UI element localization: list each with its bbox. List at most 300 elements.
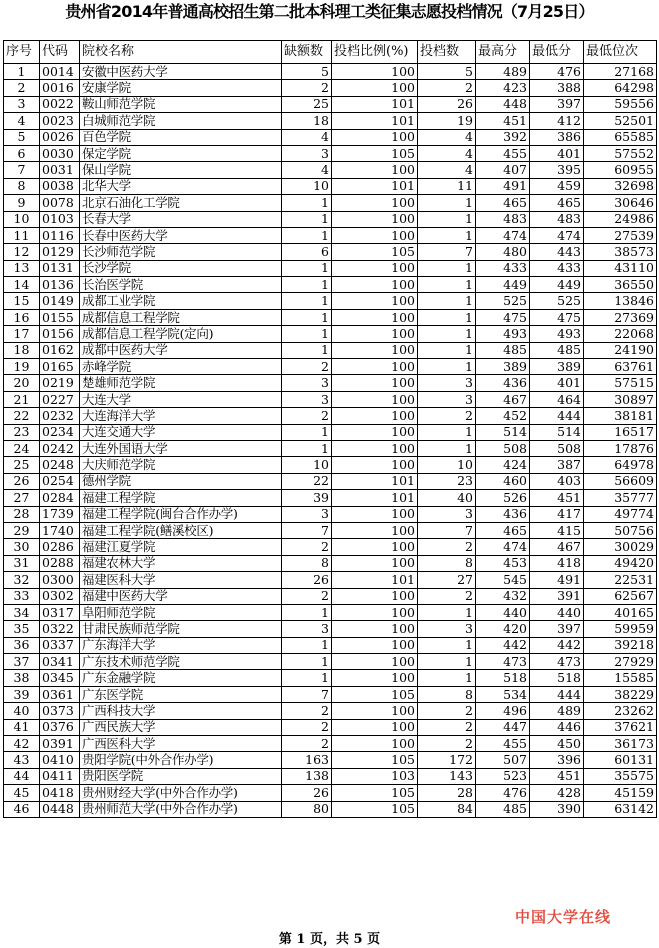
cell-school-name: 成都工业学院 <box>80 293 282 309</box>
cell-school-name: 甘肃民族师范学院 <box>80 621 282 637</box>
cell-seq: 41 <box>4 719 40 735</box>
cell-school-name: 福建工程学院(鳝溪校区) <box>80 522 282 538</box>
cell-school-name: 贵州师范大学(中外合作办学) <box>80 801 282 817</box>
cell-min-score: 493 <box>530 326 584 342</box>
cell-min-score: 417 <box>530 506 584 522</box>
cell-submitted: 27 <box>418 572 476 588</box>
cell-school-name: 贵阳医学院 <box>80 768 282 784</box>
watermark-logo: 中国大学在线 <box>515 908 612 926</box>
table-row <box>4 359 657 375</box>
cell-seq: 13 <box>4 260 40 276</box>
cell-min-score: 473 <box>530 654 584 670</box>
cell-min-rank: 27369 <box>584 309 657 325</box>
cell-max-score: 526 <box>476 490 530 506</box>
cell-code: 0162 <box>40 342 80 358</box>
cell-school-name: 福建工程学院 <box>80 490 282 506</box>
cell-min-score: 525 <box>530 293 584 309</box>
cell-max-score: 449 <box>476 277 530 293</box>
cell-ratio: 100 <box>332 277 418 293</box>
cell-ratio: 100 <box>332 342 418 358</box>
cell-min-score: 389 <box>530 359 584 375</box>
cell-submitted: 172 <box>418 752 476 768</box>
cell-ratio: 100 <box>332 440 418 456</box>
cell-vacancies: 3 <box>282 375 332 391</box>
cell-min-score: 387 <box>530 457 584 473</box>
cell-ratio: 100 <box>332 670 418 686</box>
cell-code: 0418 <box>40 785 80 801</box>
cell-code: 0234 <box>40 424 80 440</box>
table-header-row <box>4 41 657 64</box>
cell-min-score: 476 <box>530 64 584 80</box>
cell-vacancies: 7 <box>282 522 332 538</box>
cell-max-score: 389 <box>476 359 530 375</box>
cell-seq: 1 <box>4 64 40 80</box>
cell-submitted: 2 <box>418 588 476 604</box>
cell-ratio: 103 <box>332 768 418 784</box>
cell-vacancies: 1 <box>282 260 332 276</box>
cell-min-rank: 63142 <box>584 801 657 817</box>
cell-school-name: 白城师范学院 <box>80 113 282 129</box>
cell-vacancies: 1 <box>282 604 332 620</box>
cell-min-rank: 65585 <box>584 129 657 145</box>
cell-vacancies: 1 <box>282 309 332 325</box>
table-row <box>4 64 657 80</box>
cell-school-name: 广东技术师范学院 <box>80 654 282 670</box>
cell-school-name: 贵州财经大学(中外合作办学) <box>80 785 282 801</box>
cell-code: 0254 <box>40 473 80 489</box>
cell-submitted: 143 <box>418 768 476 784</box>
cell-school-name: 赤峰学院 <box>80 359 282 375</box>
cell-school-name: 安康学院 <box>80 80 282 96</box>
cell-ratio: 101 <box>332 490 418 506</box>
cell-min-rank: 40165 <box>584 604 657 620</box>
cell-max-score: 448 <box>476 96 530 112</box>
cell-min-score: 451 <box>530 768 584 784</box>
cell-submitted: 2 <box>418 719 476 735</box>
table-row <box>4 260 657 276</box>
header-code: 代码 <box>40 41 80 64</box>
table-row <box>4 424 657 440</box>
cell-seq: 18 <box>4 342 40 358</box>
header-ratio: 投档比例(%) <box>332 41 418 64</box>
cell-submitted: 26 <box>418 96 476 112</box>
cell-min-rank: 24986 <box>584 211 657 227</box>
table-row <box>4 604 657 620</box>
cell-max-score: 407 <box>476 162 530 178</box>
cell-min-score: 444 <box>530 686 584 702</box>
cell-code: 0155 <box>40 309 80 325</box>
cell-school-name: 鞍山师范学院 <box>80 96 282 112</box>
cell-min-rank: 22531 <box>584 572 657 588</box>
cell-min-score: 440 <box>530 604 584 620</box>
cell-submitted: 1 <box>418 293 476 309</box>
cell-seq: 44 <box>4 768 40 784</box>
cell-ratio: 100 <box>332 326 418 342</box>
cell-ratio: 100 <box>332 736 418 752</box>
cell-min-score: 395 <box>530 162 584 178</box>
cell-seq: 8 <box>4 178 40 194</box>
cell-seq: 43 <box>4 752 40 768</box>
cell-school-name: 福建农林大学 <box>80 555 282 571</box>
cell-ratio: 100 <box>332 555 418 571</box>
cell-school-name: 安徽中医药大学 <box>80 64 282 80</box>
cell-submitted: 1 <box>418 424 476 440</box>
cell-min-rank: 27929 <box>584 654 657 670</box>
cell-min-score: 474 <box>530 227 584 243</box>
cell-ratio: 100 <box>332 195 418 211</box>
cell-max-score: 455 <box>476 736 530 752</box>
cell-seq: 12 <box>4 244 40 260</box>
cell-max-score: 474 <box>476 227 530 243</box>
table-row <box>4 555 657 571</box>
cell-ratio: 100 <box>332 457 418 473</box>
cell-max-score: 483 <box>476 211 530 227</box>
cell-code: 0248 <box>40 457 80 473</box>
table-row <box>4 670 657 686</box>
cell-submitted: 11 <box>418 178 476 194</box>
cell-vacancies: 2 <box>282 539 332 555</box>
cell-submitted: 7 <box>418 522 476 538</box>
cell-code: 0376 <box>40 719 80 735</box>
cell-code: 0227 <box>40 391 80 407</box>
cell-max-score: 514 <box>476 424 530 440</box>
cell-school-name: 保山学院 <box>80 162 282 178</box>
cell-code: 0022 <box>40 96 80 112</box>
cell-code: 0149 <box>40 293 80 309</box>
cell-vacancies: 10 <box>282 457 332 473</box>
cell-max-score: 436 <box>476 506 530 522</box>
cell-school-name: 广西民族大学 <box>80 719 282 735</box>
cell-ratio: 100 <box>332 129 418 145</box>
table-row <box>4 539 657 555</box>
cell-seq: 10 <box>4 211 40 227</box>
table-row <box>4 621 657 637</box>
cell-min-rank: 38181 <box>584 408 657 424</box>
cell-max-score: 392 <box>476 129 530 145</box>
cell-submitted: 23 <box>418 473 476 489</box>
cell-code: 0016 <box>40 80 80 96</box>
cell-min-rank: 13846 <box>584 293 657 309</box>
cell-max-score: 436 <box>476 375 530 391</box>
header-school-name: 院校名称 <box>80 41 282 64</box>
cell-vacancies: 2 <box>282 703 332 719</box>
cell-vacancies: 6 <box>282 244 332 260</box>
cell-vacancies: 80 <box>282 801 332 817</box>
cell-code: 0410 <box>40 752 80 768</box>
cell-min-rank: 16517 <box>584 424 657 440</box>
cell-submitted: 1 <box>418 195 476 211</box>
cell-min-rank: 62567 <box>584 588 657 604</box>
cell-vacancies: 2 <box>282 736 332 752</box>
cell-seq: 23 <box>4 424 40 440</box>
cell-seq: 33 <box>4 588 40 604</box>
cell-seq: 4 <box>4 113 40 129</box>
cell-max-score: 440 <box>476 604 530 620</box>
cell-ratio: 101 <box>332 572 418 588</box>
cell-max-score: 480 <box>476 244 530 260</box>
cell-submitted: 28 <box>418 785 476 801</box>
cell-ratio: 100 <box>332 211 418 227</box>
cell-min-score: 397 <box>530 96 584 112</box>
cell-code: 0156 <box>40 326 80 342</box>
cell-vacancies: 1 <box>282 326 332 342</box>
cell-seq: 16 <box>4 309 40 325</box>
cell-min-rank: 64978 <box>584 457 657 473</box>
cell-code: 0078 <box>40 195 80 211</box>
cell-submitted: 1 <box>418 309 476 325</box>
cell-min-score: 428 <box>530 785 584 801</box>
cell-school-name: 大连海洋大学 <box>80 408 282 424</box>
cell-code: 0014 <box>40 64 80 80</box>
cell-min-rank: 63761 <box>584 359 657 375</box>
cell-max-score: 489 <box>476 64 530 80</box>
cell-vacancies: 4 <box>282 129 332 145</box>
table-row <box>4 80 657 96</box>
cell-min-score: 475 <box>530 309 584 325</box>
table-row <box>4 506 657 522</box>
cell-min-score: 465 <box>530 195 584 211</box>
cell-submitted: 1 <box>418 326 476 342</box>
cell-min-rank: 52501 <box>584 113 657 129</box>
cell-min-score: 508 <box>530 440 584 456</box>
header-min-score: 最低分 <box>530 41 584 64</box>
table-row <box>4 277 657 293</box>
cell-ratio: 101 <box>332 473 418 489</box>
cell-vacancies: 2 <box>282 588 332 604</box>
cell-min-rank: 50756 <box>584 522 657 538</box>
cell-seq: 36 <box>4 637 40 653</box>
header-submitted: 投档数 <box>418 41 476 64</box>
cell-school-name: 福建中医药大学 <box>80 588 282 604</box>
cell-seq: 2 <box>4 80 40 96</box>
cell-school-name: 福建医科大学 <box>80 572 282 588</box>
cell-submitted: 8 <box>418 555 476 571</box>
cell-vacancies: 25 <box>282 96 332 112</box>
cell-ratio: 101 <box>332 178 418 194</box>
cell-vacancies: 1 <box>282 654 332 670</box>
cell-seq: 37 <box>4 654 40 670</box>
cell-ratio: 100 <box>332 424 418 440</box>
cell-code: 0286 <box>40 539 80 555</box>
cell-ratio: 100 <box>332 654 418 670</box>
cell-max-score: 493 <box>476 326 530 342</box>
cell-code: 0242 <box>40 440 80 456</box>
cell-seq: 35 <box>4 621 40 637</box>
cell-submitted: 5 <box>418 64 476 80</box>
cell-seq: 25 <box>4 457 40 473</box>
cell-min-rank: 23262 <box>584 703 657 719</box>
cell-school-name: 长春中医药大学 <box>80 227 282 243</box>
cell-vacancies: 2 <box>282 719 332 735</box>
cell-min-rank: 43110 <box>584 260 657 276</box>
cell-school-name: 福建工程学院(闽台合作办学) <box>80 506 282 522</box>
cell-seq: 5 <box>4 129 40 145</box>
cell-school-name: 阜阳师范学院 <box>80 604 282 620</box>
cell-seq: 27 <box>4 490 40 506</box>
cell-ratio: 105 <box>332 244 418 260</box>
cell-school-name: 长沙师范学院 <box>80 244 282 260</box>
cell-vacancies: 1 <box>282 342 332 358</box>
cell-ratio: 100 <box>332 375 418 391</box>
cell-max-score: 420 <box>476 621 530 637</box>
cell-min-rank: 36173 <box>584 736 657 752</box>
cell-min-score: 386 <box>530 129 584 145</box>
cell-school-name: 贵阳学院(中外合作办学) <box>80 752 282 768</box>
table-row <box>4 145 657 161</box>
cell-submitted: 1 <box>418 670 476 686</box>
cell-max-score: 447 <box>476 719 530 735</box>
cell-seq: 6 <box>4 145 40 161</box>
cell-seq: 34 <box>4 604 40 620</box>
cell-submitted: 3 <box>418 375 476 391</box>
page-title: 贵州省2014年普通高校招生第二批本科理工类征集志愿投档情况（7月25日） <box>65 2 594 21</box>
cell-submitted: 10 <box>418 457 476 473</box>
cell-vacancies: 2 <box>282 359 332 375</box>
cell-school-name: 福建江夏学院 <box>80 539 282 555</box>
table-row <box>4 342 657 358</box>
cell-min-score: 397 <box>530 621 584 637</box>
cell-min-rank: 27539 <box>584 227 657 243</box>
cell-school-name: 长治医学院 <box>80 277 282 293</box>
cell-seq: 17 <box>4 326 40 342</box>
cell-min-score: 433 <box>530 260 584 276</box>
cell-min-score: 443 <box>530 244 584 260</box>
cell-code: 0129 <box>40 244 80 260</box>
cell-min-score: 403 <box>530 473 584 489</box>
cell-code: 1739 <box>40 506 80 522</box>
cell-ratio: 100 <box>332 588 418 604</box>
cell-vacancies: 3 <box>282 391 332 407</box>
cell-min-rank: 27168 <box>584 64 657 80</box>
cell-seq: 28 <box>4 506 40 522</box>
cell-code: 0391 <box>40 736 80 752</box>
cell-min-score: 391 <box>530 588 584 604</box>
cell-max-score: 485 <box>476 342 530 358</box>
cell-max-score: 465 <box>476 522 530 538</box>
cell-code: 0232 <box>40 408 80 424</box>
cell-max-score: 508 <box>476 440 530 456</box>
cell-max-score: 474 <box>476 539 530 555</box>
cell-min-score: 491 <box>530 572 584 588</box>
cell-ratio: 100 <box>332 227 418 243</box>
cell-vacancies: 5 <box>282 64 332 80</box>
table-row <box>4 227 657 243</box>
cell-ratio: 105 <box>332 686 418 702</box>
table-row <box>4 768 657 784</box>
cell-vacancies: 1 <box>282 195 332 211</box>
cell-code: 0317 <box>40 604 80 620</box>
cell-submitted: 1 <box>418 654 476 670</box>
cell-ratio: 100 <box>332 408 418 424</box>
cell-code: 0373 <box>40 703 80 719</box>
cell-max-score: 432 <box>476 588 530 604</box>
cell-ratio: 100 <box>332 80 418 96</box>
cell-max-score: 433 <box>476 260 530 276</box>
cell-submitted: 7 <box>418 244 476 260</box>
cell-school-name: 长春大学 <box>80 211 282 227</box>
cell-ratio: 101 <box>332 113 418 129</box>
cell-seq: 15 <box>4 293 40 309</box>
cell-code: 0341 <box>40 654 80 670</box>
cell-school-name: 广东医学院 <box>80 686 282 702</box>
cell-min-rank: 32698 <box>584 178 657 194</box>
cell-min-score: 446 <box>530 719 584 735</box>
cell-seq: 38 <box>4 670 40 686</box>
admissions-table <box>3 40 657 818</box>
cell-ratio: 100 <box>332 162 418 178</box>
cell-code: 0136 <box>40 277 80 293</box>
cell-submitted: 8 <box>418 686 476 702</box>
header-min-rank: 最低位次 <box>584 41 657 64</box>
cell-school-name: 成都信息工程学院(定向) <box>80 326 282 342</box>
cell-seq: 24 <box>4 440 40 456</box>
cell-max-score: 475 <box>476 309 530 325</box>
cell-min-score: 459 <box>530 178 584 194</box>
cell-max-score: 491 <box>476 178 530 194</box>
cell-seq: 32 <box>4 572 40 588</box>
cell-vacancies: 2 <box>282 80 332 96</box>
cell-min-rank: 30029 <box>584 539 657 555</box>
cell-seq: 42 <box>4 736 40 752</box>
cell-seq: 20 <box>4 375 40 391</box>
cell-code: 0103 <box>40 211 80 227</box>
cell-code: 0116 <box>40 227 80 243</box>
cell-min-rank: 17876 <box>584 440 657 456</box>
cell-min-rank: 45159 <box>584 785 657 801</box>
cell-min-rank: 38229 <box>584 686 657 702</box>
cell-ratio: 100 <box>332 359 418 375</box>
cell-submitted: 2 <box>418 703 476 719</box>
cell-min-rank: 57515 <box>584 375 657 391</box>
cell-max-score: 507 <box>476 752 530 768</box>
table-row <box>4 211 657 227</box>
cell-min-score: 467 <box>530 539 584 555</box>
cell-min-rank: 59959 <box>584 621 657 637</box>
table-row <box>4 473 657 489</box>
cell-ratio: 100 <box>332 719 418 735</box>
table-row <box>4 719 657 735</box>
cell-max-score: 455 <box>476 145 530 161</box>
cell-submitted: 1 <box>418 359 476 375</box>
cell-min-score: 415 <box>530 522 584 538</box>
cell-max-score: 442 <box>476 637 530 653</box>
cell-code: 0219 <box>40 375 80 391</box>
cell-school-name: 保定学院 <box>80 145 282 161</box>
cell-min-score: 483 <box>530 211 584 227</box>
cell-submitted: 1 <box>418 637 476 653</box>
cell-school-name: 楚雄师范学院 <box>80 375 282 391</box>
cell-vacancies: 163 <box>282 752 332 768</box>
cell-vacancies: 1 <box>282 227 332 243</box>
cell-min-score: 450 <box>530 736 584 752</box>
cell-min-score: 418 <box>530 555 584 571</box>
page-footer: 第 1 页，共 5 页 <box>278 932 381 947</box>
cell-max-score: 452 <box>476 408 530 424</box>
table-row <box>4 637 657 653</box>
cell-vacancies: 3 <box>282 621 332 637</box>
cell-vacancies: 8 <box>282 555 332 571</box>
cell-vacancies: 1 <box>282 211 332 227</box>
cell-school-name: 广东海洋大学 <box>80 637 282 653</box>
cell-submitted: 1 <box>418 342 476 358</box>
cell-seq: 31 <box>4 555 40 571</box>
cell-max-score: 485 <box>476 801 530 817</box>
cell-min-rank: 35777 <box>584 490 657 506</box>
cell-max-score: 423 <box>476 80 530 96</box>
cell-min-score: 451 <box>530 490 584 506</box>
cell-ratio: 100 <box>332 260 418 276</box>
cell-max-score: 465 <box>476 195 530 211</box>
